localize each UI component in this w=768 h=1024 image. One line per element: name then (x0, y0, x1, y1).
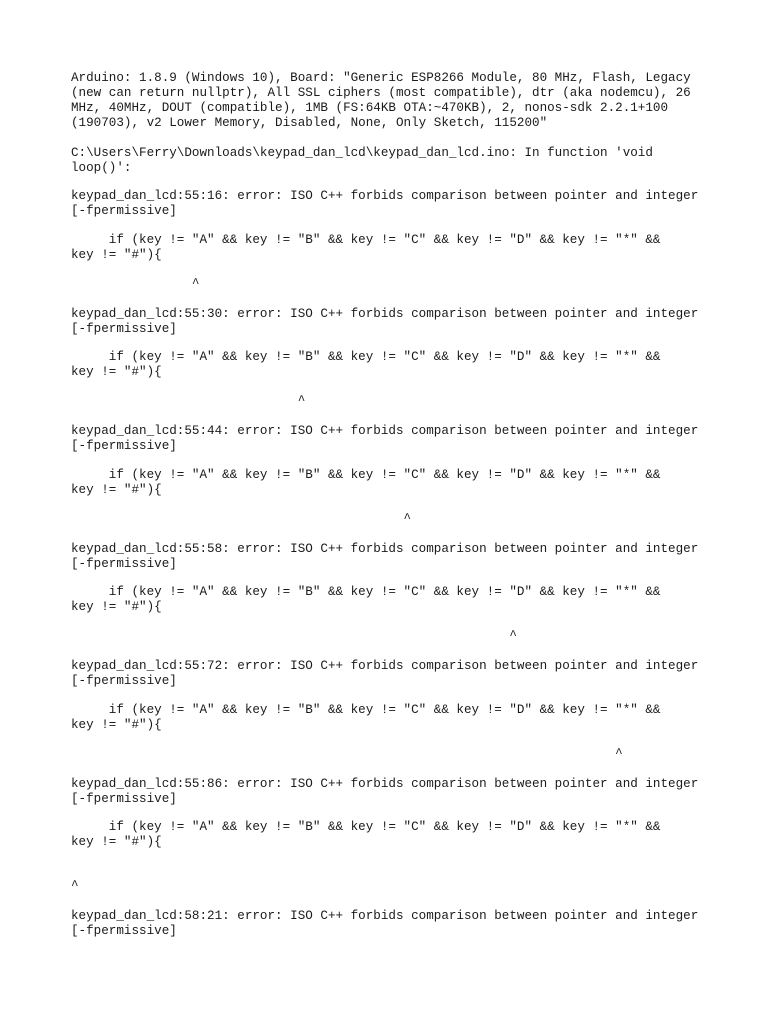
error-caret-line: ^ (71, 879, 79, 893)
error-message-line: [-fpermissive] (71, 557, 177, 571)
build-info-line: (new can return nullptr), All SSL ciphers (most compatible), dtr (aka nodemcu), 26 (71, 86, 691, 100)
error-caret-line: ^ (71, 512, 412, 526)
code-snippet-line: if (key != "A" && key != "B" && key != "C" && key != "D" && key != "*" && (71, 468, 661, 482)
code-snippet-line: key != "#"){ (71, 600, 162, 614)
error-message-line: [-fpermissive] (71, 674, 177, 688)
code-snippet-line: if (key != "A" && key != "B" && key != "C" && key != "D" && key != "*" && (71, 703, 661, 717)
error-message-line: [-fpermissive] (71, 792, 177, 806)
error-message-line: [-fpermissive] (71, 924, 177, 938)
error-caret-line: ^ (71, 277, 200, 291)
error-message-line: keypad_dan_lcd:55:44: error: ISO C++ forbids comparison between pointer and integer (71, 424, 699, 438)
code-snippet-line: if (key != "A" && key != "B" && key != "C" && key != "D" && key != "*" && (71, 350, 661, 364)
error-caret-line: ^ (71, 747, 623, 761)
error-message-line: keypad_dan_lcd:55:86: error: ISO C++ forbids comparison between pointer and integer (71, 777, 699, 791)
code-snippet-line: if (key != "A" && key != "B" && key != "C" && key != "D" && key != "*" && (71, 820, 661, 834)
code-snippet-line: key != "#"){ (71, 248, 162, 262)
error-message-line: keypad_dan_lcd:55:16: error: ISO C++ forbids comparison between pointer and integer (71, 189, 699, 203)
build-info-line: MHz, 40MHz, DOUT (compatible), 1MB (FS:64KB OTA:~470KB), 2, nonos-sdk 2.2.1+100 (71, 101, 669, 115)
code-snippet-line: if (key != "A" && key != "B" && key != "C" && key != "D" && key != "*" && (71, 233, 661, 247)
code-snippet-line: key != "#"){ (71, 835, 162, 849)
error-caret-line: ^ (71, 629, 517, 643)
error-caret-line: ^ (71, 394, 306, 408)
function-context-line: loop()': (71, 161, 132, 175)
error-message-line: [-fpermissive] (71, 322, 177, 336)
code-snippet-line: key != "#"){ (71, 718, 162, 732)
code-snippet-line: if (key != "A" && key != "B" && key != "C" && key != "D" && key != "*" && (71, 585, 661, 599)
build-info-line: (190703), v2 Lower Memory, Disabled, None, Only Sketch, 115200" (71, 116, 548, 130)
function-context-line: C:\Users\Ferry\Downloads\keypad_dan_lcd\keypad_dan_lcd.ino: In function 'void (71, 146, 653, 160)
error-message-line: [-fpermissive] (71, 439, 177, 453)
code-snippet-line: key != "#"){ (71, 483, 162, 497)
error-message-line: keypad_dan_lcd:55:58: error: ISO C++ forbids comparison between pointer and integer (71, 542, 699, 556)
build-info-line: Arduino: 1.8.9 (Windows 10), Board: "Generic ESP8266 Module, 80 MHz, Flash, Legacy (71, 71, 691, 85)
error-message-line: keypad_dan_lcd:55:72: error: ISO C++ forbids comparison between pointer and integer (71, 659, 699, 673)
error-message-line: [-fpermissive] (71, 204, 177, 218)
error-message-line: keypad_dan_lcd:55:30: error: ISO C++ forbids comparison between pointer and integer (71, 307, 699, 321)
error-message-line: keypad_dan_lcd:58:21: error: ISO C++ forbids comparison between pointer and integer (71, 909, 699, 923)
code-snippet-line: key != "#"){ (71, 365, 162, 379)
